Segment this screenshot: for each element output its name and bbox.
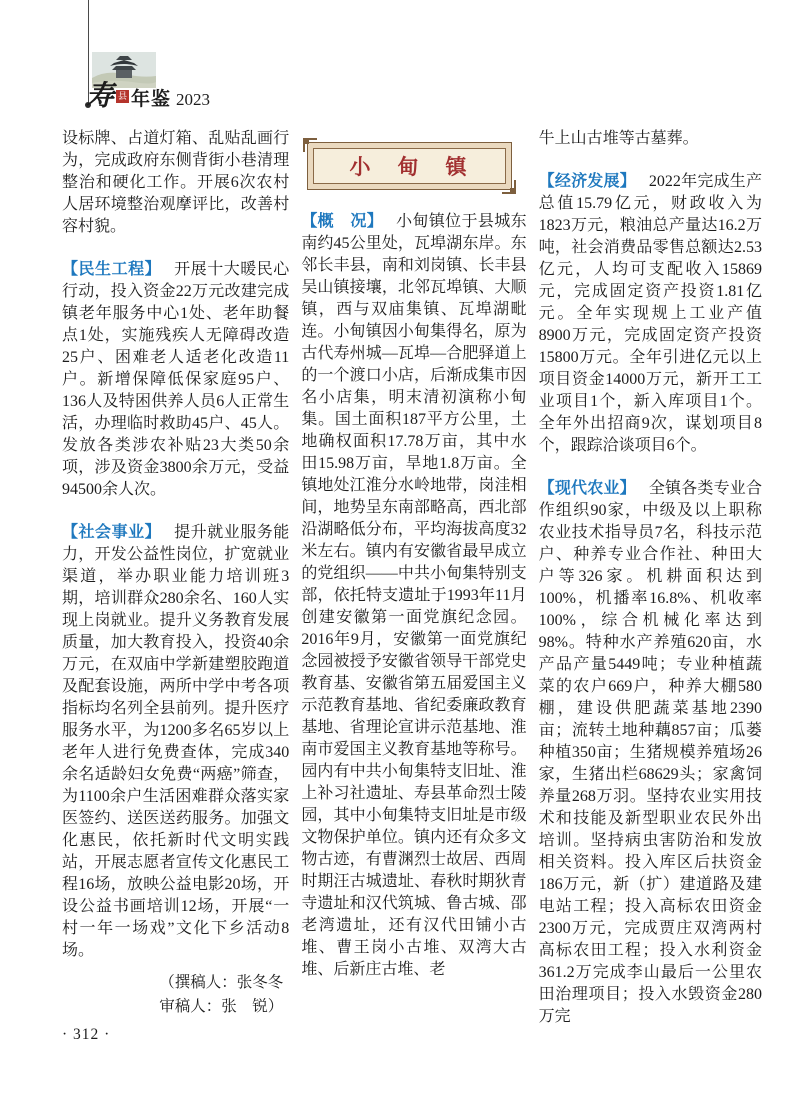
section-text: 提升就业服务能力，开发公益性岗位，扩宽就业渠道，举办职业能力培训班3期，培训群众280余名、160人实现上岗就业。提升义务教育发展质量，加大教育投入，投资40余万元，在双庙中学新建塑胶跑道及配套设施，两所中学中考各项指标均名列全县前列。提升医疗服务水平，为1200多名65岁以上老年人进行免费查体，完成340余名适龄妇女免费“两癌”筛查，为1100余户生活困难群众落实家医签约、送医送药服务。加强文化惠民，依托新时代文明实践站，开展志愿者宣传文化惠民工程16场，放映公益电影20场，开设公益书画培训12场，开展“一村一年一场戏”文化下乡活动8场。 [62,524,290,959]
town-title: 小 甸 镇 [349,155,470,179]
paragraph-continuation [539,128,762,150]
column-left [62,128,289,1028]
masthead-seal-stamp: 县 [118,90,128,101]
section-text: 2022年完成生产总值15.79亿元，财政收入为1823万元，粮油总产量达16.2万吨，社会消费品零售总额达2.53亿元，人均可支配收入15869元，完成固定资产投资1.81亿元。全年实现规上工业产值8900万元，完成固定资产投资15800万元。全年引进亿元以上项目资金14000万元，新开工工业项目1个，新入库项目1个。全年外出招商9次，谋划项目8个，跟踪洽谈项目6个。 [538,173,762,454]
section-text: 开展十大暖民心行动，投入资金22万元改建完成镇老年服务中心1处、老年助餐点1处，实施残疾人无障碍改造25户、困难老人适老化改造11户。新增保障低保家庭95户、136人及特困供养人员6人正常生活，办理临时救助45户、45人。发放各类涉农补贴23大类50余项，涉及资金3800余万元，受益94500余人次。 [62,261,290,498]
byline-author: （撰稿人：张冬冬 [159,974,284,991]
section-label: 【概 况】 [301,213,384,230]
paragraph-text: 设标牌、占道灯箱、乱贴乱画行为，完成政府东侧背街小巷清理整治和硬化工作。开展6次农村人居环境整治观摩评比，改善村容村貌。 [62,130,290,235]
section-jingji [539,171,762,457]
box-corner-ornament-icon [502,180,516,194]
column-right [539,128,762,1028]
text-columns [62,128,762,1028]
town-title-box [307,142,511,190]
masthead-title [86,83,210,111]
paragraph-text: 牛上山古堆等古墓葬。 [538,130,699,147]
box-corner-ornament-icon [303,138,317,152]
section-nongye [539,478,762,1028]
section-text: 全镇各类专业合作组织90家，中级及以上职称农业技术指导员7名，科技示范户、种养专业合作社、种田大户等326家。机耕面积达到100%，机播率16.8%、机收率100%，综合机械化率达到98%。特种水产养殖620亩，水产品产量5449吨；专业种植蔬菜的农户669户，种养大棚580棚，建设供肥蔬菜基地2390亩；流转土地种藕857亩；瓜蒌种植350亩；生猪规模养殖场26家，生猪出栏68629头；家禽饲养量268万羽。坚持农业实用技术和技能及新型职业农民外出培训。坚持病虫害防治和发放相关资料。投入库区后扶资金186万元，新（扩）建道路及建电站工程；投入高标农田资金2300万元，完成贾庄双湾两村高标农田工程；投入水利资金361.2万完成李山最后一公里农田治理项目；投入水毁资金280万完 [538,480,762,1025]
paragraph-continuation [62,128,289,238]
page-number: · 312 · [62,1026,111,1043]
masthead-calligraphy: 寿 [86,81,115,112]
section-label: 【现代农业】 [538,480,636,497]
town-title-box-inner [313,148,505,184]
section-gaikuang [301,211,526,981]
masthead-year: 2023 [176,90,211,109]
section-label: 【社会事业】 [62,524,162,541]
section-label: 【经济发展】 [538,173,636,190]
section-label: 【民生工程】 [62,261,162,278]
column-middle [301,128,526,1028]
masthead-wordmark: 年鉴 [131,89,172,110]
section-minsheng [62,259,289,501]
byline-reviewer: 审稿人：张 锐） [159,998,284,1015]
byline [62,971,289,1019]
section-shehui [62,522,289,962]
section-text: 小甸镇位于县城东南约45公里处，瓦埠湖东岸。东邻长丰县，南和刘岗镇、长丰县吴山镇接壤，北邻瓦埠镇、大顺镇，西与双庙集镇、瓦埠湖毗连。小甸镇因小甸集得名，原为古代寿州城—瓦埠—合肥驿道上的一个渡口小店，后渐成集市因名小店集，明末清初演称小甸集。国土面积187平方公里，土地确权面积17.78万亩，其中水田15.98万亩，旱地1.8万亩。全镇地处江淮分水岭地带，岗洼相间，地势呈东南部略高，西北部沿湖略低分布，平均海拔高度32米左右。镇内有安徽省最早成立的党组织——中共小甸集特别支部，依托特支遗址于1993年11月创建安徽第一面党旗纪念园。2016年9月，安徽第一面党旗纪念园被授予安徽省领导干部党史教育基、安徽省第五届爱国主义示范教育基地、省纪委廉政教育基地、省理论宣讲示范基地、淮南市爱国主义教育基地等称号。园内有中共小甸集特支旧址、淮上补习社遗址、寿县革命烈士陵园，其中小甸集特支旧址是市级文物保护单位。镇内还有众多文物古迹，有曹渊烈士故居、西周时期汪古城遗址、春秋时期狄青寺遗址和汉代筑城、鲁古城、邵老湾遗址，还有汉代田铺小古堆、曹王岗小古堆、双湾大古堆、后新庄古堆、老 [301,213,527,978]
